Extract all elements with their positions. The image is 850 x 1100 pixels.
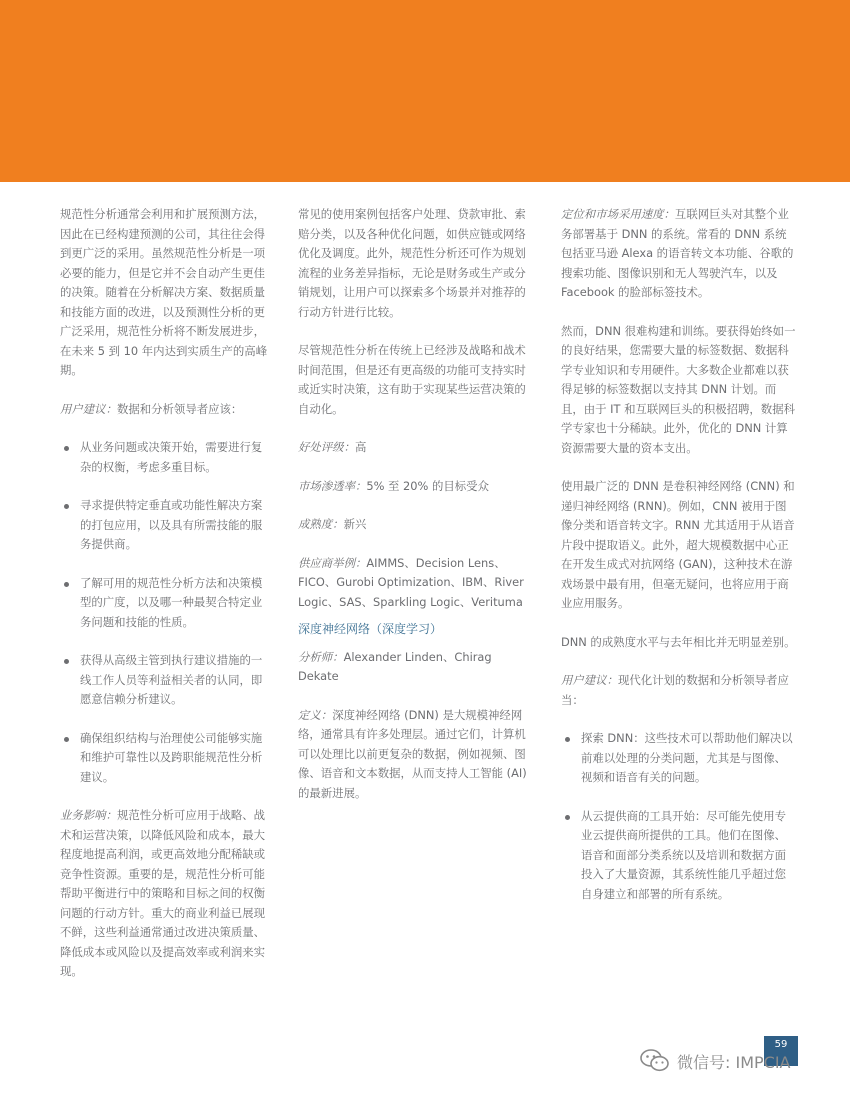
analysts-value: Alexander Linden、Chirag Dekate bbox=[298, 649, 492, 683]
user-advice bbox=[561, 671, 797, 710]
wechat-icon bbox=[640, 1048, 670, 1074]
sample-vendors-value: AIMMS、Decision Lens、FICO、Gurobi Optimization、IBM、River Logic、SAS、Sparkling Logic、Verituma bbox=[298, 555, 524, 609]
user-advice-label: 用户建议： bbox=[561, 673, 618, 687]
list-item: 确保组织结构与治理使公司能够实施和维护可靠性以及跨职能规范性分析建议。 bbox=[60, 729, 272, 788]
column-1 bbox=[60, 205, 272, 1001]
user-advice-label: 用户建议： bbox=[60, 401, 117, 416]
maturity-label: 成熟度： bbox=[298, 517, 344, 531]
business-impact-label: 业务影响： bbox=[60, 808, 117, 822]
analysts-label: 分析师： bbox=[298, 649, 344, 664]
user-advice-text: 数据和分析领导者应该： bbox=[116, 401, 243, 416]
market-penetration-value: 5% 至 20% 的目标受众 bbox=[366, 478, 489, 493]
definition-label: 定义： bbox=[298, 707, 333, 722]
dnn-types-paragraph: 使用最广泛的 DNN 是卷积神经网络 (CNN) 和递归神经网络 (RNN)。例如，CNN 被用于图像分类和语音转文字。RNN 尤其适用于从语音片段中提取语义。此外，超大规模数据中心正在开发生成式对抗网络 (GAN)，这种技术在游戏场景中最有用，但毫无疑问，也将应用于商业应用服务。 bbox=[561, 479, 795, 610]
definition bbox=[298, 706, 534, 804]
position-adoption-label: 定位和市场采用速度： bbox=[561, 207, 675, 221]
list-item: 探索 DNN：这些技术可以帮助他们解决以前难以处理的分类问题，尤其是与图像、视频和语音有关的问题。 bbox=[561, 729, 797, 788]
business-impact-text: 规范性分析可应用于战略、战术和运营决策，以降低风险和成本，最大程度地提高利润，或更高效地分配稀缺或竞争性资源。重要的是，规范性分析可能帮助平衡进行中的策略和目标之间的权衡问题的行动方针。重大的商业利益已展现不鲜，这些利益通常通过改进决策质量、降低成本或风险以及提高效率或利润来实现。 bbox=[60, 808, 266, 978]
use-cases-paragraph: 常见的使用案例包括客户处理、贷款审批、索赔分类，以及各种优化问题，如供应链或网络优化及调度。此外，规范性分析还可作为规划流程的业务差异指标，无论是财务或生产或分销规划，让用户可以探索多个场景并对推荐的行动方针进行比较。 bbox=[298, 207, 526, 319]
maturity bbox=[298, 515, 534, 535]
header-banner bbox=[0, 0, 850, 182]
position-adoption bbox=[561, 205, 797, 303]
intro-paragraph: 规范性分析通常会利用和扩展预测方法，因此在已经构建预测的公司，其往往会得到更广泛的采用。虽然规范性分析是一项必要的能力，但是它并不会自动产生更佳的决策。随着在分析解决方案、数据质量和技能方面的改进，以及预测性分析的更广泛采用，规范性分析将不断发展进步，在未来 5 到 10 年内达到实质生产的高峰期。 bbox=[60, 207, 268, 377]
maturity-paragraph: DNN 的成熟度水平与去年相比并无明显差别。 bbox=[561, 634, 796, 649]
business-impact bbox=[60, 806, 272, 982]
list-item: 寻求提供特定垂直或功能性解决方案的打包应用，以及具有所需技能的服务提供商。 bbox=[60, 496, 272, 555]
position-adoption-text: 互联网巨头对其整个业务部署基于 DNN 的系统。常看的 DNN 系统包括亚马逊 Alexa 的语音转文本功能、谷歌的搜索功能、图像识别和无人驾驶汽车，以及 Facebook 的脸部标签技术。 bbox=[561, 207, 794, 299]
sample-vendors bbox=[298, 554, 534, 613]
wechat-watermark bbox=[640, 1047, 791, 1075]
market-penetration bbox=[298, 477, 534, 497]
analysts bbox=[298, 648, 534, 687]
definition-text: 深度神经网络 (DNN) 是大规模神经网络，通常具有许多处理层。通过它们，计算机可以处理比以前更复杂的数据，例如视频、图像、语音和文本数据，从而支持人工智能 (AI) 的最新进展。 bbox=[298, 707, 527, 800]
column-3 bbox=[561, 205, 797, 923]
section-title: 深度神经网络（深度学习） bbox=[298, 622, 443, 636]
list-item: 从云提供商的工具开始：尽可能先使用专业云提供商所提供的工具。他们在图像、语音和面部分类系统以及培训和数据方面投入了大量资源，其系统性能几乎超过您自身建立和部署的所有系统。 bbox=[561, 807, 797, 905]
sample-vendors-label: 供应商举例： bbox=[298, 555, 367, 570]
maturity-value: 新兴 bbox=[343, 517, 367, 531]
user-advice-text: 现代化计划的数据和分析领导者应当： bbox=[561, 673, 789, 707]
watermark-text: 微信号: IMPCIA bbox=[677, 1052, 791, 1072]
page-number: 59 bbox=[764, 1036, 798, 1066]
list-item: 从业务问题或决策开始，需要进行复杂的权衡，考虑多重目标。 bbox=[60, 438, 272, 477]
timeframe-paragraph: 尽管规范性分析在传统上已经涉及战略和战术时间范围，但是还有更高级的功能可支持实时或近实时决策，这有助于实现某些运营决策的自动化。 bbox=[298, 343, 526, 416]
market-penetration-label: 市场渗透率： bbox=[298, 478, 367, 493]
benefit-rating bbox=[298, 438, 534, 458]
list-item: 了解可用的规范性分析方法和决策模型的广度，以及哪一种最契合特定业务问题和技能的性质。 bbox=[60, 574, 272, 633]
advice-list bbox=[561, 729, 797, 904]
list-item: 获得从高级主管到执行建议措施的一线工作人员等利益相关者的认同，即愿意信赖分析建议。 bbox=[60, 651, 272, 710]
benefit-rating-label: 好处评级： bbox=[298, 440, 355, 454]
user-advice bbox=[60, 400, 272, 420]
benefit-rating-value: 高 bbox=[354, 440, 367, 454]
challenges-paragraph: 然而，DNN 很难构建和训练。要获得始终如一的良好结果，您需要大量的标签数据、数据科学专业知识和专用硬件。大多数企业都难以获得足够的标签数据以支持其 DNN 计划。而且，由于 IT 和互联网巨头的积极招聘，数据科学专家也十分稀缺。此外，优化的 DNN 计算资源需要大量的资本支出。 bbox=[561, 323, 796, 455]
column-2 bbox=[298, 205, 534, 822]
advice-list bbox=[60, 438, 272, 787]
